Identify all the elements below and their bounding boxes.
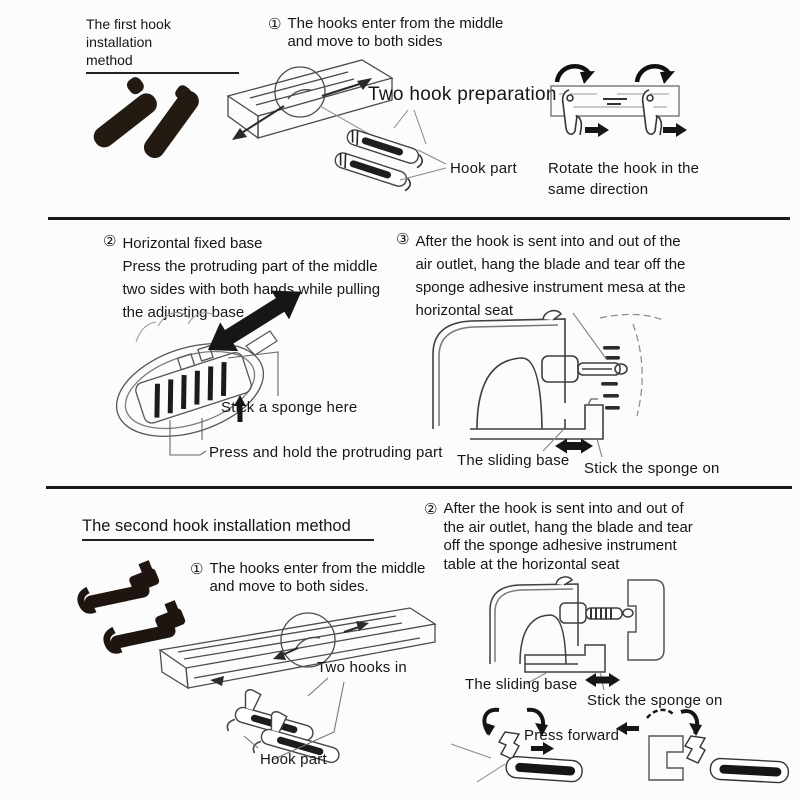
section3-title-text: The second hook installation method bbox=[82, 517, 351, 535]
adjusting-base-illustration bbox=[100, 282, 362, 468]
step-text-line: After the hook is sent into and out of bbox=[443, 500, 684, 517]
press-forward-illustration bbox=[443, 706, 798, 798]
arrow-right-icon bbox=[585, 123, 687, 137]
step-text-line: two sides with both hands while pulling bbox=[122, 281, 381, 298]
vent-bar-and-hooks-illustration bbox=[222, 52, 557, 202]
hook-part-label-2: Hook part bbox=[260, 751, 327, 768]
section1-title-line2: method bbox=[86, 52, 133, 68]
step3-number: ③ bbox=[396, 231, 410, 248]
press-forward-label: Press forward bbox=[524, 727, 620, 744]
two-hooks-in-label: Two hooks in bbox=[317, 659, 407, 676]
step-text-line: air outlet, hang the blade and tear off the bbox=[415, 256, 686, 273]
step2-number: ② bbox=[103, 233, 117, 250]
section3-title bbox=[82, 516, 374, 541]
tab-flap bbox=[246, 331, 277, 355]
step-text-line: Horizontal fixed base bbox=[122, 235, 263, 252]
two-hook-preparation-label: Two hook preparation bbox=[368, 84, 557, 105]
rotate-caption bbox=[548, 158, 699, 200]
stick-the-sponge-on-label-1: Stick the sponge on bbox=[584, 460, 720, 477]
step1-number: ① bbox=[268, 16, 282, 33]
section1-step1 bbox=[268, 15, 503, 51]
hook-shape bbox=[563, 90, 662, 135]
vent-bracket bbox=[649, 736, 683, 780]
spread-arrows-icon bbox=[210, 621, 369, 686]
step2-number: ② bbox=[424, 501, 438, 518]
hook-cross-section bbox=[499, 732, 519, 759]
sponge-bar bbox=[506, 756, 583, 782]
separator-line-2 bbox=[46, 486, 792, 489]
step1-number: ① bbox=[190, 561, 204, 578]
rotation-arrow-icon bbox=[557, 66, 675, 84]
stick-the-sponge-on-label-2: Stick the sponge on bbox=[587, 692, 723, 709]
step-text-line: The hooks enter from the middle bbox=[209, 560, 426, 577]
step-text-line: off the sponge adhesive instrument bbox=[443, 537, 677, 554]
hook-part-label: Hook part bbox=[450, 160, 517, 177]
rotate-caption-line1: Rotate the hook in the bbox=[548, 160, 700, 177]
sliding-base-label-2: The sliding base bbox=[465, 676, 578, 693]
hook-cross-section bbox=[685, 736, 705, 763]
section3-step1 bbox=[190, 560, 425, 596]
step-text-line: The hooks enter from the middle bbox=[287, 15, 504, 32]
rotate-hooks-illustration bbox=[543, 56, 695, 156]
step-text-line: the air outlet, hang the blade and tear bbox=[443, 518, 693, 536]
step-text-line: After the hook is sent into and out of the bbox=[415, 233, 681, 250]
sponge-bar bbox=[710, 758, 789, 783]
first-hooks-photo-illustration bbox=[88, 68, 200, 160]
press-right-diagram bbox=[616, 710, 789, 783]
press-left-diagram bbox=[451, 710, 583, 783]
step-text-line: Press the protruding part of the middle bbox=[122, 258, 378, 275]
step-text-line: and move to both sides bbox=[287, 33, 443, 50]
press-and-hold-label: Press and hold the protruding part bbox=[209, 444, 443, 461]
step-text-line: table at the horizontal seat bbox=[443, 555, 620, 573]
section1-title-line1: The first hook installation bbox=[86, 16, 171, 50]
section3-step2 bbox=[424, 500, 693, 574]
holder-side-view-illustration bbox=[425, 308, 715, 460]
step-text-line: the adjusting base bbox=[122, 304, 245, 321]
rotate-caption-line2: same direction bbox=[548, 181, 649, 198]
step-text-line: sponge adhesive instrument mesa at the bbox=[415, 279, 686, 296]
section1-title bbox=[86, 15, 239, 74]
arrow-left-icon bbox=[616, 722, 639, 735]
step-text-line: and move to both sides. bbox=[209, 578, 369, 595]
sliding-base-label-1: The sliding base bbox=[457, 452, 570, 469]
step-text-line: horizontal seat bbox=[415, 302, 514, 319]
hook-part-drawing bbox=[333, 128, 425, 192]
separator-line-1 bbox=[48, 217, 790, 220]
stick-a-sponge-here-label: Stick a sponge here bbox=[221, 399, 358, 416]
